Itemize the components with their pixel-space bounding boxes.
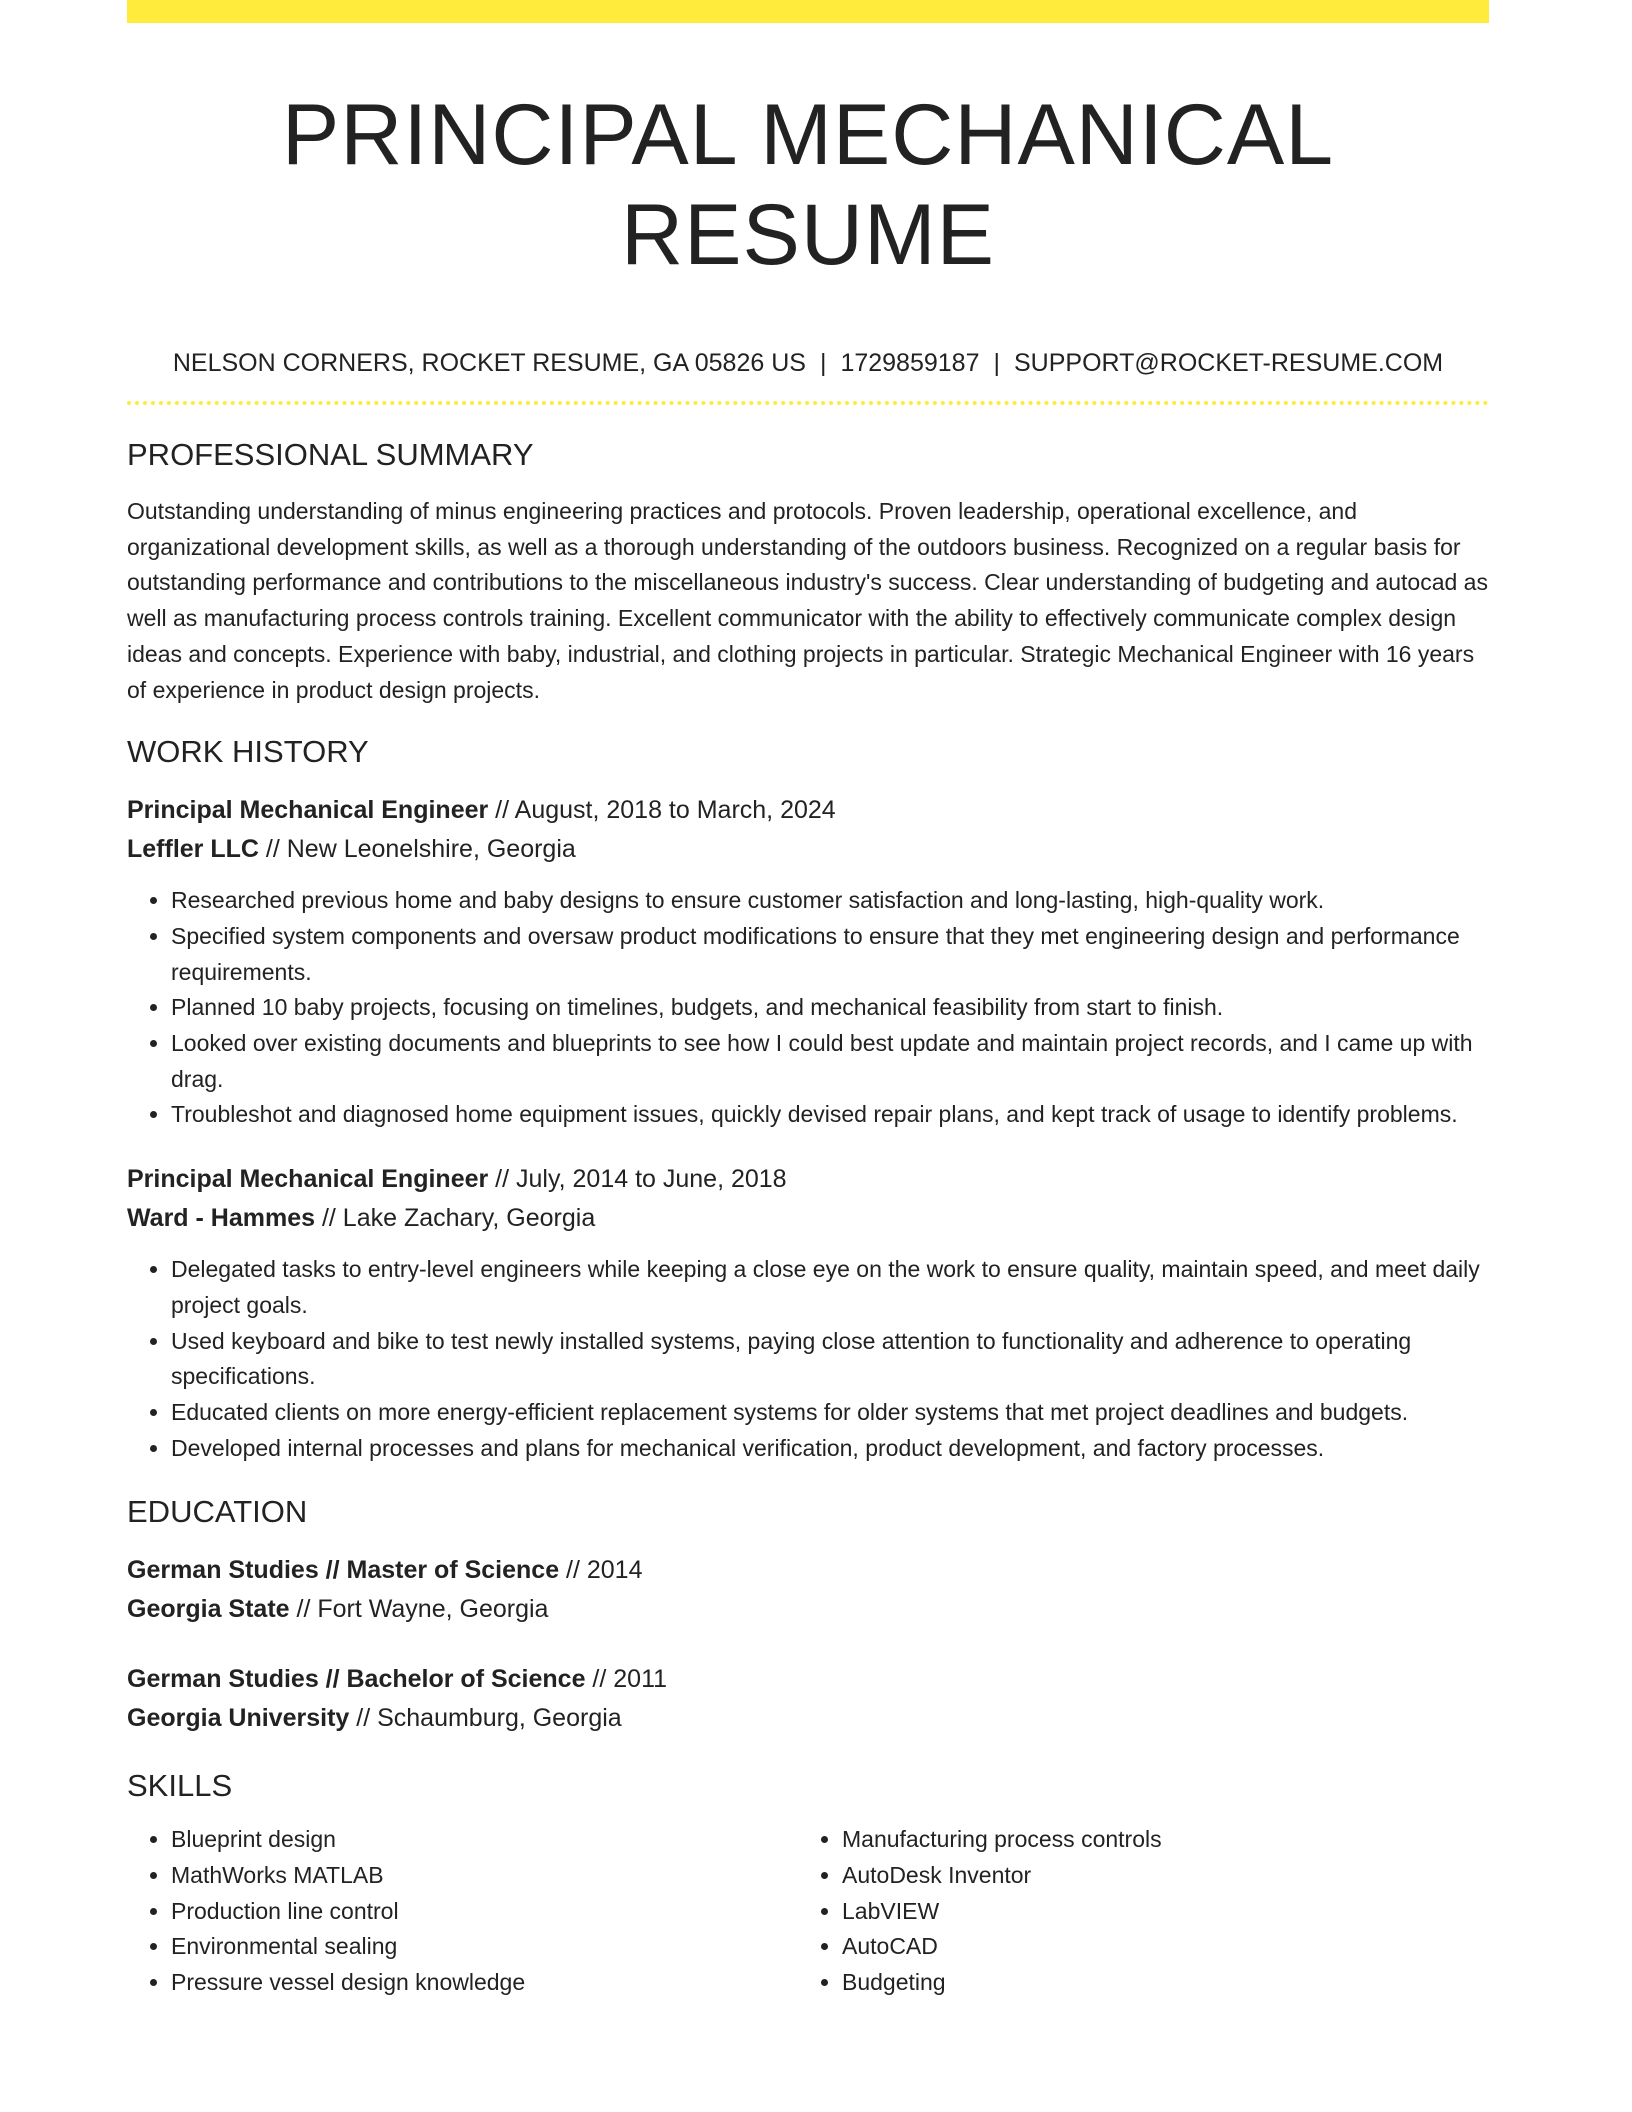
list-item: • AutoCAD [842, 1929, 1469, 1965]
work-history-heading: WORK HISTORY [127, 734, 369, 770]
job-company-line [127, 1199, 1489, 1238]
education-entry [127, 1551, 1489, 1629]
list-item: • Troubleshot and diagnosed home equipment issues, quickly devised repair plans, and kept track of usage to identify problems. [171, 1097, 1489, 1133]
list-item: • Pressure vessel design knowledge [171, 1965, 798, 2001]
summary-heading: PROFESSIONAL SUMMARY [127, 437, 534, 472]
education-year: // 2014 [559, 1556, 643, 1585]
list-item: • LabVIEW [842, 1894, 1469, 1930]
education-location: // Schaumburg, Georgia [349, 1704, 622, 1733]
job-dates: // July, 2014 to June, 2018 [488, 1165, 787, 1194]
list-item: • Manufacturing process controls [842, 1822, 1469, 1858]
contact-separator: | [993, 349, 1000, 377]
list-item: • Production line control [171, 1894, 798, 1930]
job-role: Principal Mechanical Engineer [127, 796, 489, 825]
skills-heading: SKILLS [127, 1768, 233, 1804]
contact-address: NELSON CORNERS, ROCKET RESUME, GA 05826 US [172, 349, 806, 377]
dotted-divider [127, 401, 1489, 405]
education-degree: German Studies // Bachelor of Science [127, 1665, 586, 1694]
education-location: // Fort Wayne, Georgia [289, 1595, 549, 1624]
list-item: • Delegated tasks to entry-level engineers while keeping a close eye on the work to ensure quality, maintain speed, and meet daily project goals. [171, 1252, 1489, 1323]
contact-phone: 1729859187 [840, 349, 980, 377]
job-location: // Lake Zachary, Georgia [315, 1204, 596, 1233]
list-item: • Specified system components and oversaw product modifications to ensure that they met engineering design and performance requirements. [171, 919, 1489, 990]
list-item: • Looked over existing documents and blueprints to see how I could best update and maintain project records, and I came up with drag. [171, 1026, 1489, 1097]
job-title-line [127, 791, 1489, 830]
education-degree: German Studies // Master of Science [127, 1556, 560, 1585]
job-role: Principal Mechanical Engineer [127, 1165, 489, 1194]
job-location: // New Leonelshire, Georgia [258, 835, 576, 864]
list-item: • Used keyboard and bike to test newly installed systems, paying close attention to functionality and adherence to operating specifications. [171, 1324, 1489, 1395]
education-year: // 2011 [585, 1665, 668, 1694]
list-item: • Blueprint design [171, 1822, 798, 1858]
job-entry [127, 1160, 1489, 1466]
summary-text: Outstanding understanding of minus engineering practices and protocols. Proven leadership, operational excellence, and organizational development skills, as well as a thorough understanding of the outdoors business. Recognized on a regular basis for outstanding performance and contributions to the miscellaneous industry's success. Clear understanding of budgeting and autocad as well as manufacturing process controls training. Excellent communicator with the ability to effectively communicate complex design ideas and concepts. Experience with baby, industrial, and clothing projects in particular. Strategic Mechanical Engineer with 16 years of experience in product design projects. [127, 498, 1488, 703]
job-title-line [127, 1160, 1489, 1199]
list-item: • MathWorks MATLAB [171, 1858, 798, 1894]
list-item: • Researched previous home and baby designs to ensure customer satisfaction and long-lasting, high-quality work. [171, 883, 1489, 919]
job-dates: // August, 2018 to March, 2024 [488, 796, 836, 825]
contact-email: SUPPORT@ROCKET-RESUME.COM [1013, 349, 1444, 377]
skills-grid [127, 1822, 1489, 2001]
list-item: • Educated clients on more energy-efficient replacement systems for older systems that met project deadlines and budgets. [171, 1395, 1489, 1431]
education-degree-line [127, 1660, 1489, 1699]
job-company: Leffler LLC [127, 835, 259, 864]
education-school-line [127, 1699, 1489, 1738]
list-item: • Developed internal processes and plans for mechanical verification, product development, and factory processes. [171, 1431, 1489, 1467]
list-item: • AutoDesk Inventor [842, 1858, 1469, 1894]
education-school: Georgia State [127, 1595, 290, 1624]
education-school: Georgia University [127, 1704, 350, 1733]
list-item: • Environmental sealing [171, 1929, 798, 1965]
skills-column-right [798, 1822, 1469, 2001]
job-bullets [127, 883, 1489, 1133]
resume-page [127, 0, 1489, 2001]
education-school-line [127, 1590, 1489, 1629]
resume-title: PRINCIPAL MECHANICAL RESUME [281, 87, 1335, 283]
list-item: • Planned 10 baby projects, focusing on timelines, budgets, and mechanical feasibility from start to finish. [171, 990, 1489, 1026]
education-entry [127, 1660, 1489, 1738]
job-entry [127, 791, 1489, 1133]
list-item: • Budgeting [842, 1965, 1469, 2001]
job-company-line [127, 830, 1489, 869]
job-company: Ward - Hammes [127, 1204, 316, 1233]
top-accent-bar [127, 0, 1489, 23]
job-bullets [127, 1252, 1489, 1466]
education-heading: EDUCATION [127, 1494, 308, 1530]
education-degree-line [127, 1551, 1489, 1590]
skills-column-left [127, 1822, 798, 2001]
contact-line [127, 348, 1489, 378]
contact-separator: | [819, 349, 827, 377]
